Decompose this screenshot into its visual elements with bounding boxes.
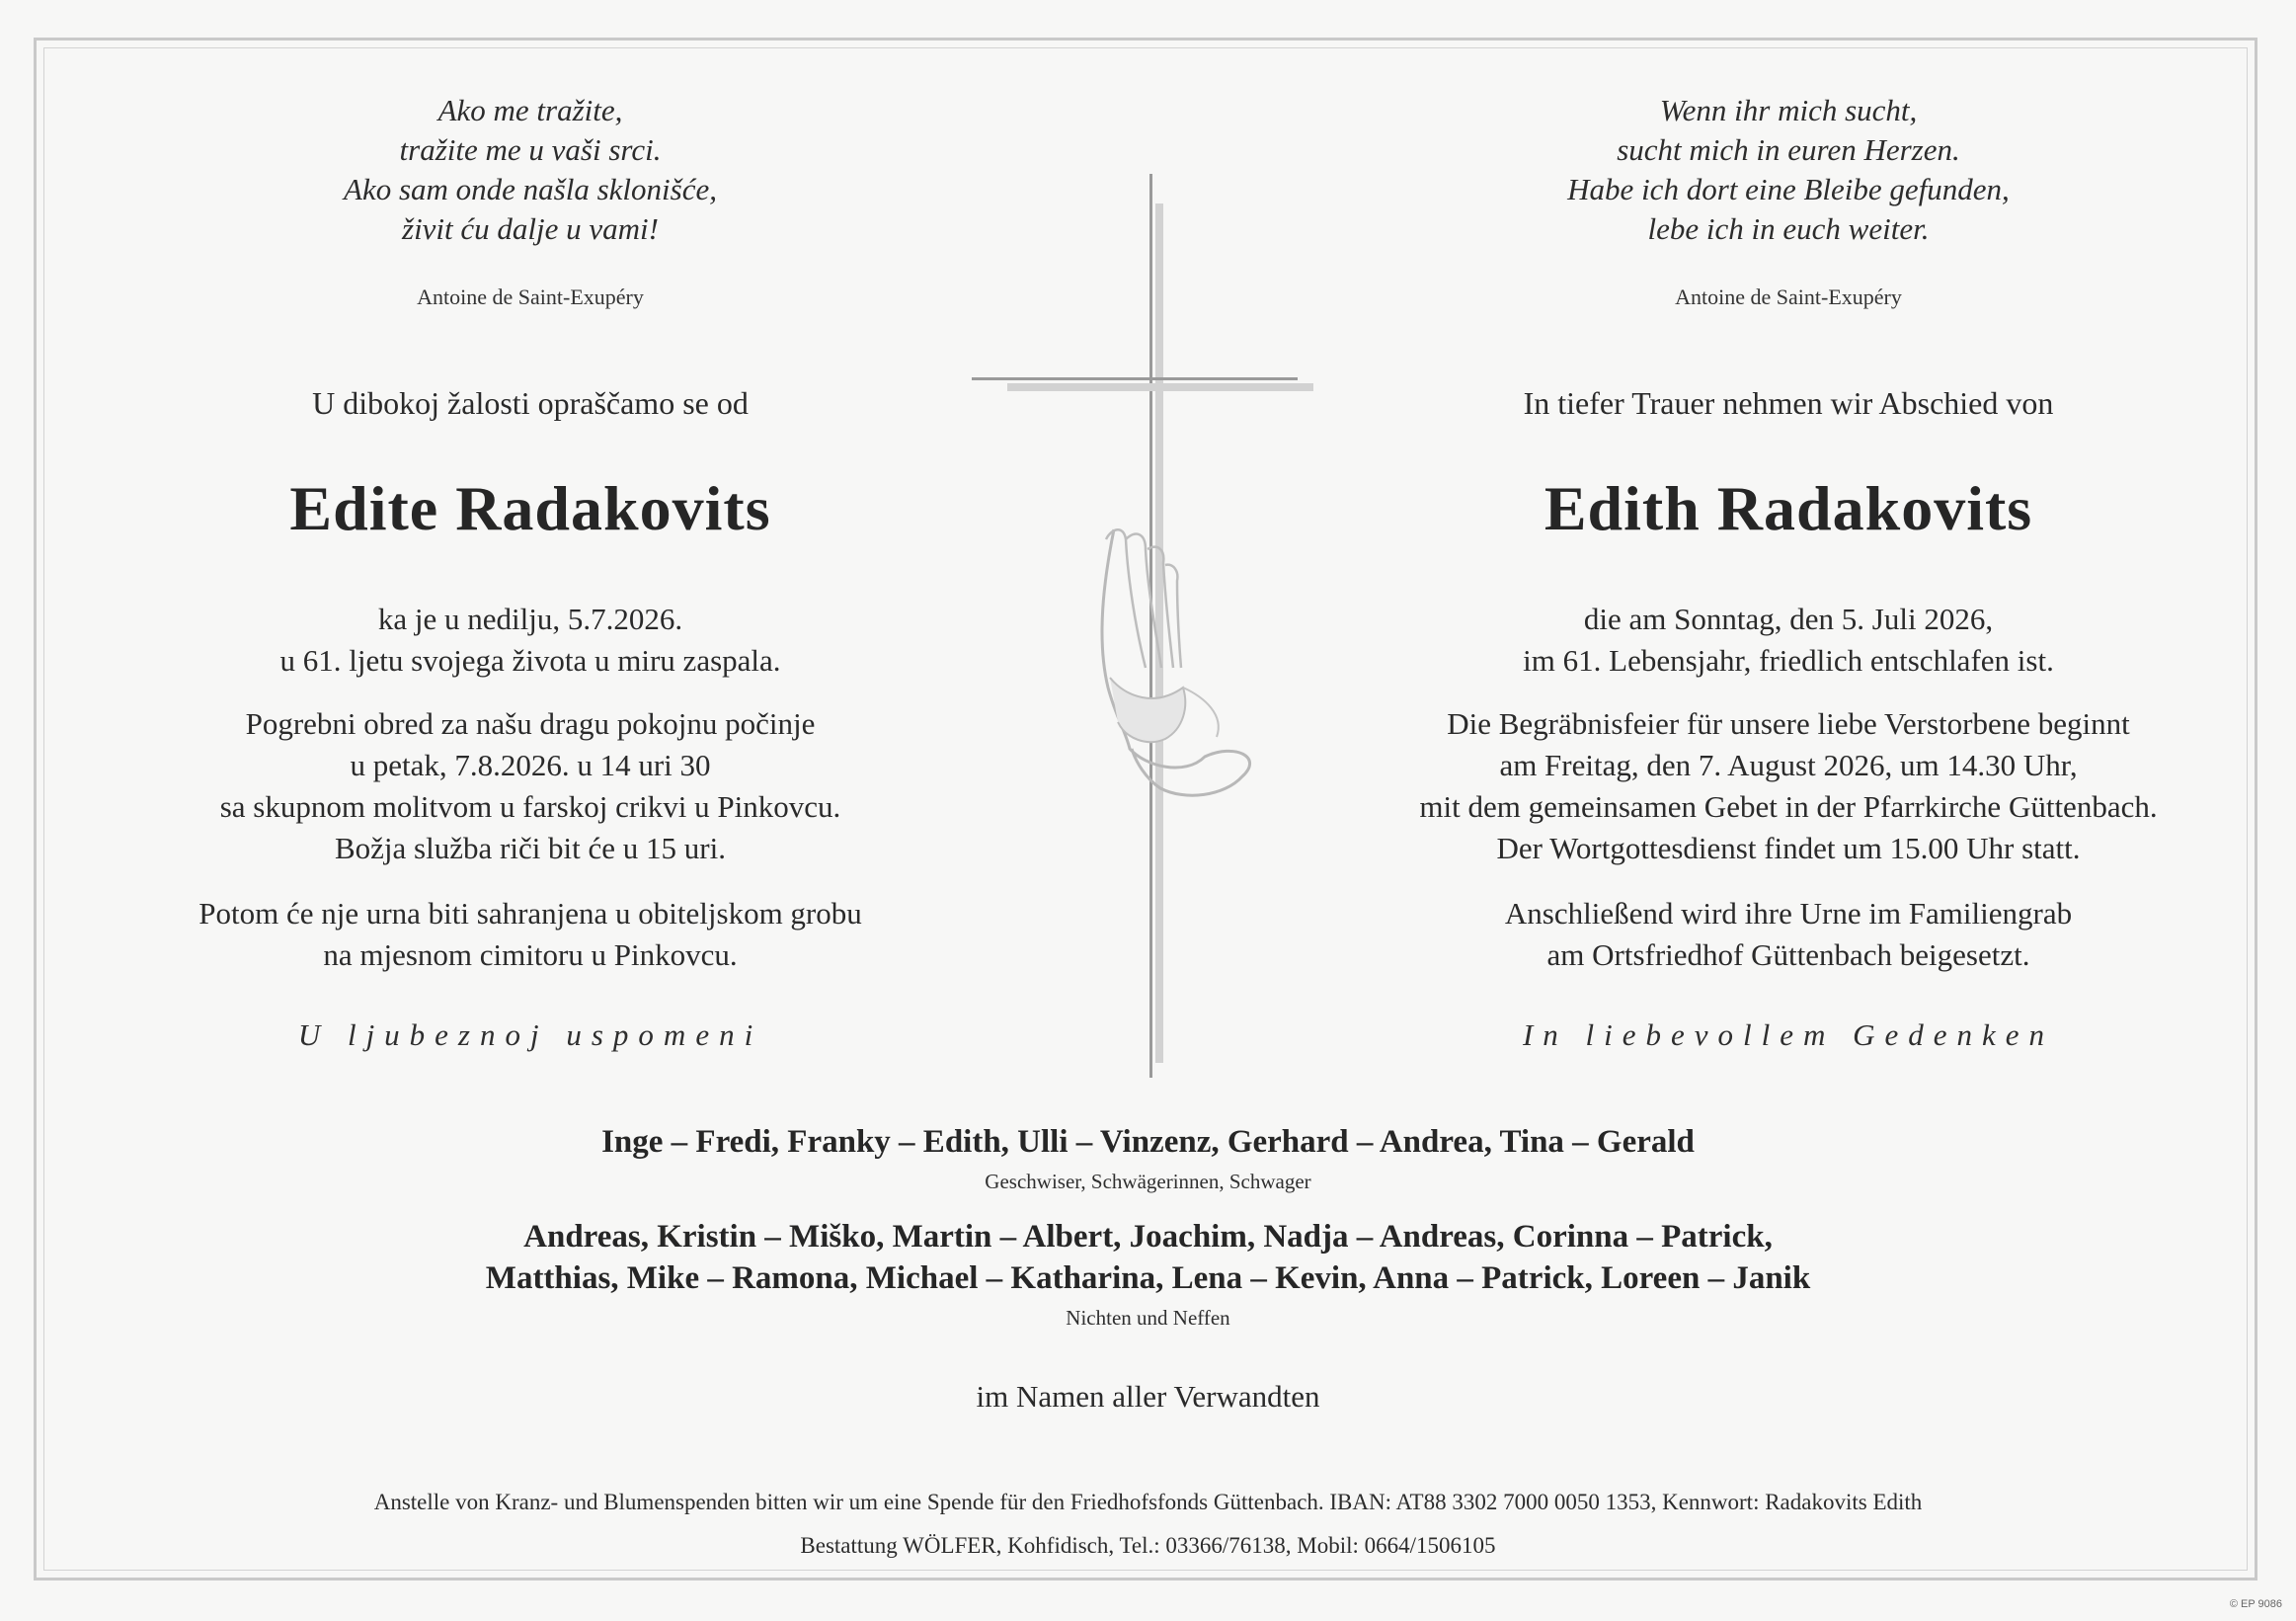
text-line: u 61. ljetu svojega života u miru zaspala. [279,643,781,678]
poem-line: lebe ich in euch weiter. [1647,211,1930,246]
intro-line: In tiefer Trauer nehmen wir Abschied von [1523,385,2054,421]
funeral-details [1295,703,2282,869]
donation-note: Anstelle von Kranz- und Blumenspenden bitten wir um eine Spende für den Friedhofsfonds Güttenbach. IBAN: AT88 3302 7000 0050 1353, Kennwort: Radakovits Edith [373,1490,1923,1514]
relatives-line: im Namen aller Verwandten [976,1379,1320,1414]
text-line: mit dem gemeinsamen Gebet in der Pfarrkirche Güttenbach. [1419,789,2158,824]
death-notice [1295,599,2282,682]
undertaker-info: Bestattung WÖLFER, Kohfidisch, Tel.: 03366/76138, Mobil: 0664/1506105 [800,1533,1496,1558]
text-line: die am Sonntag, den 5. Juli 2026, [1583,602,1994,636]
text-line: Božja služba riči bit će u 15 uri. [335,831,726,865]
closing-phrase: In liebevollem Gedenken [1522,1017,2055,1052]
poem-line: Habe ich dort eine Bleibe gefunden, [1567,172,2010,206]
burial-details [37,893,1024,976]
text-line: Anschließend wird ihre Urne im Familiengrab [1504,896,2073,931]
poem-line: Ako me tražite, [437,93,623,127]
cross-icon [968,174,1333,1083]
nieces-list-line2: Matthias, Mike – Ramona, Michael – Katharina, Lena – Kevin, Anna – Patrick, Loreen – Janik [485,1260,1811,1296]
praying-hands-icon [1102,529,1250,795]
poem-line: živit ću dalje u vami! [402,211,659,246]
poem-author: Antoine de Saint-Exupéry [1675,284,1902,309]
poem-line: Wenn ihr mich sucht, [1659,93,1918,127]
text-line: am Ortsfriedhof Güttenbach beigesetzt. [1546,937,2030,972]
poem-line: Ako sam onde našla sklonišće, [344,172,717,206]
siblings-label: Geschwiser, Schwägerinnen, Schwager [985,1170,1311,1193]
siblings-list: Inge – Fredi, Franky – Edith, Ulli – Vinzenz, Gerhard – Andrea, Tina – Gerald [601,1124,1695,1160]
closing-phrase: U ljubeznoj uspomeni [297,1017,763,1052]
burial-details [1295,893,2282,976]
text-line: im 61. Lebensjahr, friedlich entschlafen ist. [1523,643,2054,678]
death-notice [37,599,1024,682]
text-line: Die Begräbnisfeier für unsere liebe Verstorbene beginnt [1447,706,2130,741]
print-code: © EP 9086 [2229,1598,2282,1610]
croatian-poem [37,91,1024,249]
text-line: am Freitag, den 7. August 2026, um 14.30 Uhr, [1499,748,2078,782]
text-line: sa skupnom molitvom u farskoj crikvi u Pinkovcu. [219,789,841,824]
poem-line: sucht mich in euren Herzen. [1617,132,1960,167]
text-line: Pogrebni obred za našu dragu pokojnu počinje [245,706,816,741]
text-line: Potom će nje urna biti sahranjena u obiteljskom grobu [198,896,862,931]
intro-line: U dibokoj žalosti opraščamo se od [312,385,749,421]
german-poem [1295,91,2282,249]
funeral-details [37,703,1024,869]
poem-author: Antoine de Saint-Exupéry [417,284,644,309]
nieces-label: Nichten und Neffen [1066,1306,1230,1330]
text-line: Der Wortgottesdienst findet um 15.00 Uhr statt. [1496,831,2081,865]
nieces-list-line1: Andreas, Kristin – Miško, Martin – Albert, Joachim, Nadja – Andreas, Corinna – Patrick, [523,1219,1773,1255]
text-line: u petak, 7.8.2026. u 14 uri 30 [350,748,711,782]
text-line: ka je u nedilju, 5.7.2026. [377,602,683,636]
deceased-name: Edite Radakovits [289,473,771,543]
text-line: na mjesnom cimitoru u Pinkovcu. [323,937,738,972]
poem-line: tražite me u vaši srci. [399,132,662,167]
deceased-name: Edith Radakovits [1544,473,2033,543]
